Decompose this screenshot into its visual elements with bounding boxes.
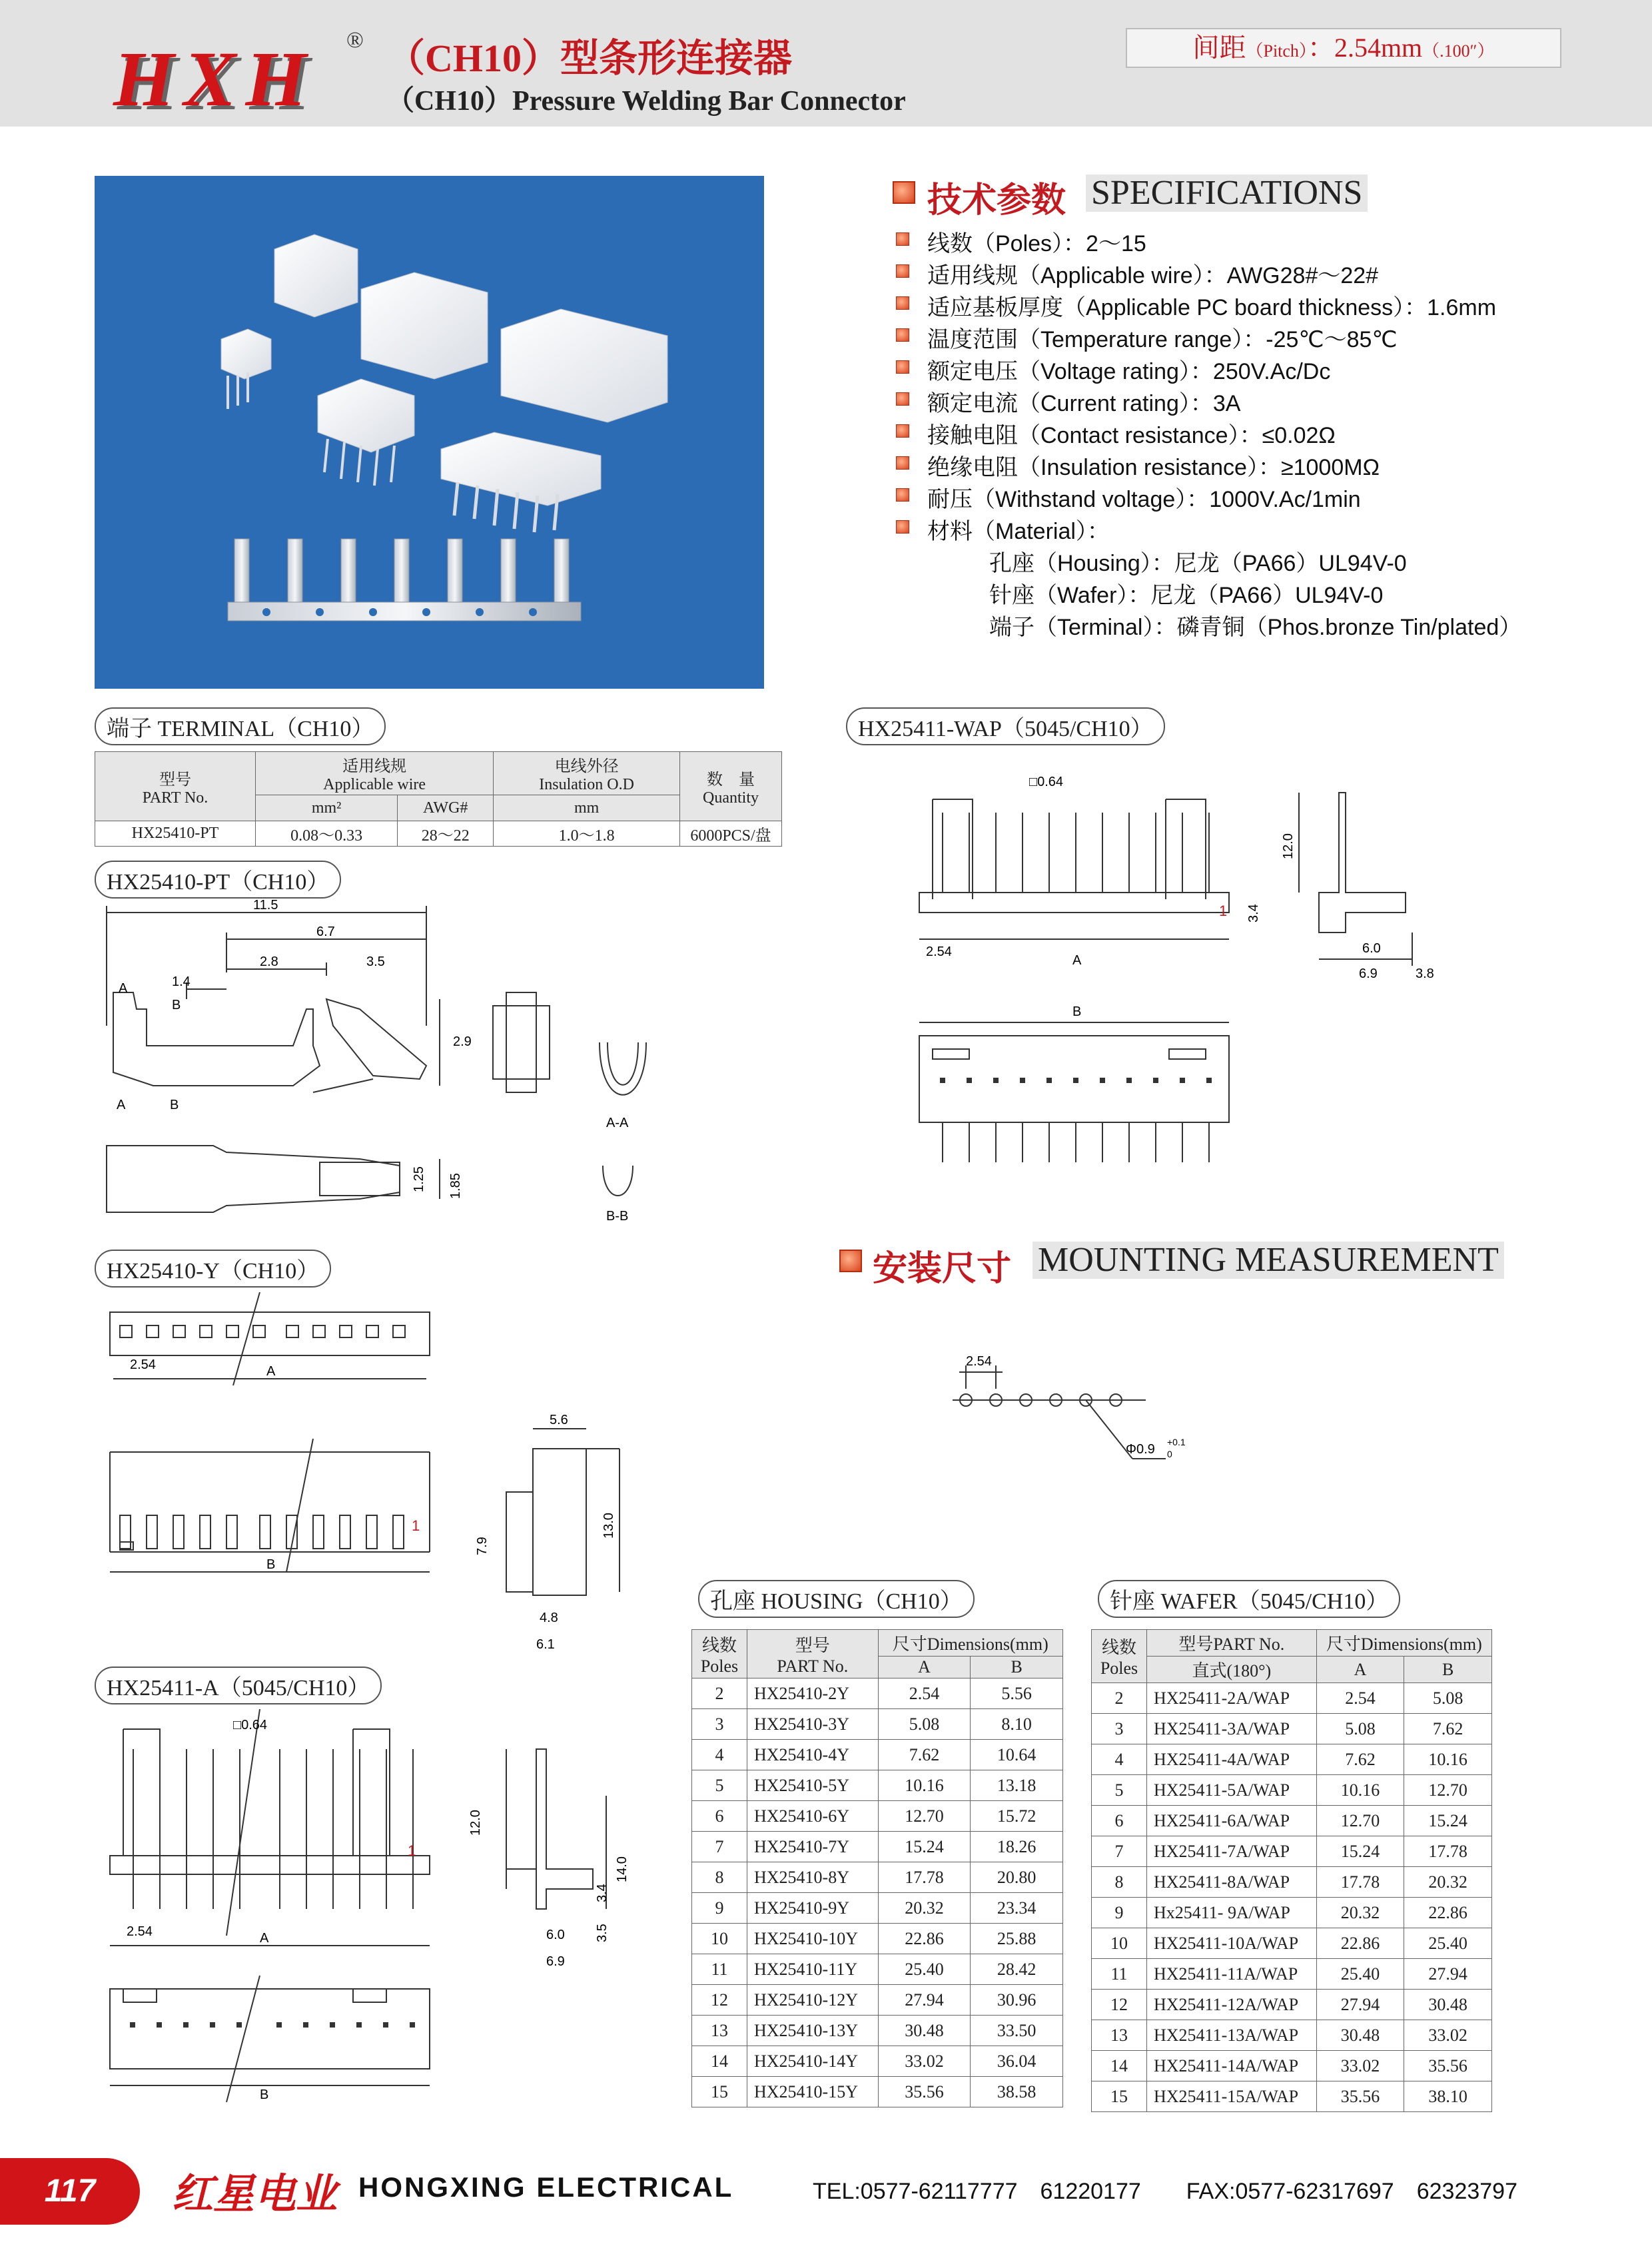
table-cell: 7.62 — [1316, 1744, 1404, 1775]
table-cell: 33.50 — [971, 2016, 1063, 2046]
pt-dim-8: 1.85 — [448, 1173, 463, 1199]
mount-pitch: 2.54 — [966, 1354, 992, 1369]
table-cell: 9 — [692, 1893, 747, 1924]
table-cell: 17.78 — [1404, 1836, 1492, 1867]
table-cell: 3 — [1092, 1714, 1147, 1744]
spec-line: 耐压（Withstand voltage）：1000V.Ac/1min — [927, 487, 1361, 512]
product-photo — [95, 176, 764, 689]
table-cell: HX25411-14A/WAP — [1147, 2051, 1317, 2081]
table-cell: 14 — [1092, 2051, 1147, 2081]
table-cell: 3 — [692, 1709, 747, 1740]
th-b: B — [971, 1657, 1063, 1679]
spec-bullet-icon — [896, 424, 909, 438]
mount-tol-minus: 0 — [1167, 1449, 1172, 1459]
a-sq: □0.64 — [233, 1718, 268, 1732]
wap-dim-5: 3.8 — [1416, 966, 1434, 981]
table-cell: 13 — [692, 2016, 747, 2046]
y-pin1: 1 — [412, 1517, 420, 1534]
table-row — [692, 1985, 1063, 2016]
table-cell: HX25411-12A/WAP — [1147, 1990, 1317, 2020]
table-row — [1092, 1744, 1492, 1775]
contact-info: TEL:0577-62117777 61220177 FAX:0577-62317697 62323797 — [813, 2179, 1517, 2204]
spec-line: 材料（Material）： — [927, 519, 1110, 544]
a-dim-4: 3.5 — [595, 1924, 610, 1942]
a-pin1: 1 — [408, 1842, 416, 1859]
spec-line: 额定电流（Current rating）：3A — [927, 391, 1241, 416]
table-row — [1092, 2081, 1492, 2112]
th-a: A — [1316, 1657, 1404, 1683]
table-row — [1092, 1775, 1492, 1806]
pt-dim-2: 6.7 — [316, 925, 335, 939]
y-label: HX25410-Y（CH10） — [95, 1250, 331, 1288]
table-cell: 15 — [692, 2077, 747, 2107]
a-label: HX25411-A（5045/CH10） — [95, 1667, 382, 1704]
pitch-inch: （.100″） — [1422, 41, 1495, 61]
table-row — [692, 1801, 1063, 1832]
spec-line: 额定电压（Voltage rating）：250V.Ac/Dc — [927, 359, 1331, 384]
wap-pin1: 1 — [1219, 903, 1228, 919]
pt-dim-6: 2.9 — [453, 1034, 472, 1049]
table-cell: HX25410-8Y — [747, 1862, 879, 1893]
table-cell: 33.02 — [878, 2046, 971, 2077]
table-cell: 12.70 — [878, 1801, 971, 1832]
table-cell: 35.56 — [1404, 2051, 1492, 2081]
pt-section-b2: B — [170, 1098, 179, 1112]
wafer-label: 针座 WAFER（5045/CH10） — [1098, 1580, 1400, 1618]
table-cell: 35.56 — [878, 2077, 971, 2107]
table-cell: 11 — [692, 1954, 747, 1985]
table-cell: HX25411-5A/WAP — [1147, 1775, 1317, 1806]
spec-line: 适用线规（Applicable wire）：AWG28#～22# — [927, 263, 1379, 288]
table-cell: HX25410-13Y — [747, 2016, 879, 2046]
cell-mm2: 0.08～0.33 — [256, 821, 398, 847]
th-qty-en: Quantity — [703, 789, 759, 807]
wap-pitch: 2.54 — [926, 944, 952, 959]
th-mm: mm — [494, 795, 680, 821]
table-cell: HX25410-5Y — [747, 1770, 879, 1801]
cell-part: HX25410-PT — [95, 821, 256, 847]
table-cell: HX25411-8A/WAP — [1147, 1867, 1317, 1898]
table-cell: HX25410-11Y — [747, 1954, 879, 1985]
table-row — [692, 1679, 1063, 1709]
specs-heading-cn: 技术参数 — [927, 182, 1066, 220]
pt-section-a: A — [119, 981, 128, 996]
spec-bullet-icon — [896, 520, 909, 534]
table-cell: 10 — [1092, 1928, 1147, 1959]
table-cell: 38.10 — [1404, 2081, 1492, 2112]
table-cell: 15.72 — [971, 1801, 1063, 1832]
pitch-cn: 间距 — [1192, 33, 1246, 63]
mounting-drawing — [946, 1339, 1212, 1472]
brand-name-cn: 红星电业 — [172, 2172, 338, 2217]
spec-bullet-icon — [896, 232, 909, 246]
spec-line: 适应基板厚度（Applicable PC board thickness）：1.6mm — [927, 295, 1497, 320]
table-cell: 28.42 — [971, 1954, 1063, 1985]
pt-dim-4: 3.5 — [366, 954, 385, 969]
table-row — [692, 1740, 1063, 1770]
table-cell: 5.08 — [1316, 1714, 1404, 1744]
spec-material-line: 端子（Terminal）：磷青铜（Phos.bronze Tin/plated） — [989, 615, 1522, 640]
table-cell: 13 — [1092, 2020, 1147, 2051]
table-row — [1092, 2020, 1492, 2051]
a-dim-1: 12.0 — [468, 1810, 483, 1836]
cell-od: 1.0～1.8 — [494, 821, 680, 847]
brand-name-en: HONGXING ELECTRICAL — [358, 2171, 734, 2203]
th-wire-en: Applicable wire — [323, 776, 426, 793]
table-cell: HX25410-12Y — [747, 1985, 879, 2016]
table-cell: 5.08 — [1404, 1683, 1492, 1714]
cell-qty: 6000PCS/盘 — [680, 821, 782, 847]
table-cell: 5.56 — [971, 1679, 1063, 1709]
table-cell: 7.62 — [1404, 1714, 1492, 1744]
pitch-colon: ： — [1307, 33, 1334, 63]
table-row — [692, 1770, 1063, 1801]
page-title-cn: （CH10）型条形连接器 — [386, 37, 793, 80]
th-poles-cn: 线数 — [701, 1635, 737, 1655]
table-cell: 2 — [1092, 1683, 1147, 1714]
table-cell: HX25410-4Y — [747, 1740, 879, 1770]
pt-drawing — [93, 893, 693, 1239]
table-row — [1092, 2051, 1492, 2081]
spec-material-line: 孔座（Housing）：尼龙（PA66）UL94V-0 — [989, 551, 1407, 576]
th-a: A — [878, 1657, 971, 1679]
table-cell: 33.02 — [1316, 2051, 1404, 2081]
y-dim-a: A — [266, 1364, 276, 1379]
table-cell: 17.78 — [1316, 1867, 1404, 1898]
table-cell: 22.86 — [1404, 1898, 1492, 1928]
table-cell: 10.64 — [971, 1740, 1063, 1770]
table-cell: 10 — [692, 1924, 747, 1954]
table-row — [95, 821, 782, 847]
table-row — [692, 1862, 1063, 1893]
table-cell: 13.18 — [971, 1770, 1063, 1801]
table-cell: 35.56 — [1316, 2081, 1404, 2112]
th-poles-cn: 线数 — [1101, 1638, 1136, 1657]
th-mm2: mm² — [256, 795, 398, 821]
table-row — [1092, 1867, 1492, 1898]
table-cell: 12 — [692, 1985, 747, 2016]
y-pitch: 2.54 — [130, 1357, 156, 1372]
table-cell: 4 — [1092, 1744, 1147, 1775]
table-row — [692, 1924, 1063, 1954]
table-cell: 17.78 — [878, 1862, 971, 1893]
wap-label: HX25411-WAP（5045/CH10） — [846, 707, 1165, 745]
spec-line: 线数（Poles）：2～15 — [927, 231, 1146, 256]
section-bullet-icon — [893, 181, 915, 204]
th-dim: 尺寸Dimensions(mm) — [1316, 1630, 1491, 1657]
table-cell: HX25411-15A/WAP — [1147, 2081, 1317, 2112]
spec-bullet-icon — [896, 456, 909, 470]
table-cell: HX25411-13A/WAP — [1147, 2020, 1317, 2051]
table-cell: 6 — [1092, 1806, 1147, 1836]
table-row — [1092, 1806, 1492, 1836]
table-cell: HX25410-6Y — [747, 1801, 879, 1832]
y-drawing — [93, 1292, 646, 1665]
table-cell: 10.16 — [878, 1770, 971, 1801]
pitch-box — [1126, 28, 1561, 68]
mounting-heading-en: MOUNTING MEASUREMENT — [1032, 1242, 1504, 1279]
table-cell: 30.48 — [1404, 1990, 1492, 2020]
table-cell: 25.40 — [1404, 1928, 1492, 1959]
cell-awg: 28～22 — [398, 821, 494, 847]
table-cell: HX25410-3Y — [747, 1709, 879, 1740]
a-pitch: 2.54 — [127, 1924, 153, 1939]
pt-section-b: B — [172, 998, 181, 1012]
table-cell: 30.48 — [1316, 2020, 1404, 2051]
page-number: 117 — [0, 2158, 140, 2225]
th-od-cn: 电线外径 — [554, 758, 619, 775]
wafer-table — [1091, 1629, 1492, 2112]
y-dim-1: 5.6 — [550, 1413, 568, 1427]
wap-dim-b: B — [1072, 1004, 1082, 1019]
table-cell: 15 — [1092, 2081, 1147, 2112]
housing-label: 孔座 HOUSING（CH10） — [698, 1580, 975, 1618]
table-cell: HX25410-15Y — [747, 2077, 879, 2107]
table-cell: HX25411-4A/WAP — [1147, 1744, 1317, 1775]
a-dim-b: B — [260, 2087, 269, 2102]
table-cell: 7 — [692, 1832, 747, 1862]
table-cell: 2 — [692, 1679, 747, 1709]
y-dim-5: 6.1 — [536, 1637, 555, 1652]
spec-line: 绝缘电阻（Insulation resistance）：≥1000MΩ — [927, 455, 1380, 480]
y-dim-b: B — [266, 1557, 276, 1572]
table-cell: 22.86 — [1316, 1928, 1404, 1959]
table-cell: 20.32 — [878, 1893, 971, 1924]
pitch-label: （Pitch） — [1246, 41, 1308, 61]
spec-bullet-icon — [896, 328, 909, 342]
table-row — [692, 1709, 1063, 1740]
table-cell: 12.70 — [1316, 1806, 1404, 1836]
table-row — [1092, 1714, 1492, 1744]
table-cell: 15.24 — [878, 1832, 971, 1862]
section-bb: B-B — [606, 1209, 629, 1224]
table-cell: 14 — [692, 2046, 747, 2077]
table-cell: 8 — [1092, 1867, 1147, 1898]
table-cell: 7.62 — [878, 1740, 971, 1770]
th-part-cn: 型号 — [795, 1635, 830, 1655]
wap-dim-2: 3.4 — [1246, 904, 1261, 923]
table-cell: HX25411-11A/WAP — [1147, 1959, 1317, 1990]
th-awg: AWG# — [398, 795, 494, 821]
a-dim-a: A — [260, 1931, 269, 1946]
table-cell: 12.70 — [1404, 1775, 1492, 1806]
table-cell: 30.48 — [878, 2016, 971, 2046]
table-cell: HX25411-10A/WAP — [1147, 1928, 1317, 1959]
y-dim-3: 13.0 — [602, 1513, 616, 1539]
pt-label: HX25410-PT（CH10） — [95, 861, 341, 899]
table-cell: 27.94 — [878, 1985, 971, 2016]
a-dim-3: 3.4 — [595, 1884, 610, 1902]
table-cell: 6 — [692, 1801, 747, 1832]
th-qty-cn: 数 量 — [707, 771, 755, 789]
th-b: B — [1404, 1657, 1492, 1683]
a-dim-2: 14.0 — [615, 1856, 629, 1882]
table-row — [692, 2077, 1063, 2107]
th-part-en: PART No. — [142, 789, 208, 807]
table-cell: 25.40 — [1316, 1959, 1404, 1990]
table-cell: HX25411-6A/WAP — [1147, 1806, 1317, 1836]
table-cell: HX25410-14Y — [747, 2046, 879, 2077]
table-cell: 36.04 — [971, 2046, 1063, 2077]
wap-sq: □0.64 — [1029, 775, 1064, 789]
table-cell: 5 — [692, 1770, 747, 1801]
table-cell: 7 — [1092, 1836, 1147, 1867]
table-cell: 15.24 — [1404, 1806, 1492, 1836]
table-row — [692, 1954, 1063, 1985]
mount-hole: Φ0.9 — [1126, 1442, 1155, 1457]
table-cell: 30.96 — [971, 1985, 1063, 2016]
table-cell: 10.16 — [1316, 1775, 1404, 1806]
table-cell: 25.40 — [878, 1954, 971, 1985]
y-dim-4: 4.8 — [540, 1611, 558, 1625]
specs-heading-en: SPECIFICATIONS — [1086, 175, 1368, 212]
table-row — [1092, 1836, 1492, 1867]
table-row — [1092, 1683, 1492, 1714]
table-row — [1092, 1928, 1492, 1959]
table-cell: HX25410-2Y — [747, 1679, 879, 1709]
table-row — [1092, 1898, 1492, 1928]
table-row — [692, 1832, 1063, 1862]
spec-bullet-icon — [896, 392, 909, 406]
table-cell: 20.32 — [1404, 1867, 1492, 1898]
table-cell: HX25411-3A/WAP — [1147, 1714, 1317, 1744]
spec-bullet-icon — [896, 488, 909, 502]
table-cell: 11 — [1092, 1959, 1147, 1990]
table-cell: HX25410-7Y — [747, 1832, 879, 1862]
table-cell: 27.94 — [1316, 1990, 1404, 2020]
table-row — [692, 2016, 1063, 2046]
wap-dim-3: 6.0 — [1362, 941, 1381, 956]
th-part-en: PART No. — [777, 1656, 849, 1676]
table-cell: 8 — [692, 1862, 747, 1893]
table-cell: HX25411-7A/WAP — [1147, 1836, 1317, 1867]
table-cell: 33.02 — [1404, 2020, 1492, 2051]
section-bullet-icon — [839, 1250, 862, 1272]
housing-table — [691, 1629, 1063, 2107]
table-row — [1092, 1959, 1492, 1990]
table-cell: 9 — [1092, 1898, 1147, 1928]
table-cell: 20.32 — [1316, 1898, 1404, 1928]
a-dim-6: 6.9 — [546, 1954, 565, 1969]
y-dim-2: 7.9 — [475, 1537, 490, 1555]
pt-dim-1: 11.5 — [253, 898, 278, 913]
th-poles-en: Poles — [700, 1656, 739, 1676]
pt-dim-5: 1.4 — [172, 974, 191, 989]
table-cell: 12 — [1092, 1990, 1147, 2020]
table-cell: HX25410-10Y — [747, 1924, 879, 1954]
table-cell: 38.58 — [971, 2077, 1063, 2107]
table-cell: HX25411-2A/WAP — [1147, 1683, 1317, 1714]
page-title-en: （CH10）Pressure Welding Bar Connector — [386, 86, 906, 117]
table-cell: 5.08 — [878, 1709, 971, 1740]
th-part-cn: 型号 — [159, 771, 191, 789]
wap-dim-a: A — [1072, 953, 1082, 968]
table-cell: 27.94 — [1404, 1959, 1492, 1990]
pt-dim-3: 2.8 — [260, 954, 278, 969]
table-row — [692, 1893, 1063, 1924]
wap-dim-4: 6.9 — [1359, 966, 1378, 981]
spec-line: 温度范围（Temperature range）：-25℃～85℃ — [927, 327, 1398, 352]
table-row — [692, 2046, 1063, 2077]
table-cell: 2.54 — [878, 1679, 971, 1709]
th-wire-cn: 适用线规 — [342, 758, 407, 775]
table-cell: 18.26 — [971, 1832, 1063, 1862]
table-cell: Hx25411- 9A/WAP — [1147, 1898, 1317, 1928]
spec-bullet-icon — [896, 296, 909, 310]
spec-material-line: 针座（Wafer）：尼龙（PA66）UL94V-0 — [989, 583, 1384, 608]
table-cell: 2.54 — [1316, 1683, 1404, 1714]
a-dim-5: 6.0 — [546, 1928, 565, 1942]
spec-line: 接触电阻（Contact resistance）：≤0.02Ω — [927, 423, 1336, 448]
th-part: 型号PART No. — [1147, 1630, 1317, 1657]
table-cell: HX25410-9Y — [747, 1893, 879, 1924]
table-cell: 22.86 — [878, 1924, 971, 1954]
pt-section-a2: A — [117, 1098, 126, 1112]
wap-dim-1: 12.0 — [1281, 833, 1296, 859]
hxh-logo: HXH — [113, 35, 316, 123]
pt-dim-7: 1.25 — [412, 1166, 426, 1192]
terminal-label: 端子 TERMINAL（CH10） — [95, 707, 386, 745]
th-od-en: Insulation O.D — [539, 776, 634, 793]
th-dim: 尺寸Dimensions(mm) — [878, 1630, 1062, 1657]
th-part-sub: 直式(180°) — [1147, 1657, 1317, 1683]
table-row — [1092, 1990, 1492, 2020]
table-cell: 4 — [692, 1740, 747, 1770]
terminal-table — [95, 751, 782, 847]
th-poles-en: Poles — [1100, 1659, 1138, 1678]
section-aa: A-A — [606, 1116, 629, 1130]
spec-bullet-icon — [896, 360, 909, 374]
mounting-heading-cn: 安装尺寸 — [873, 1250, 1012, 1288]
pitch-value: 2.54mm — [1334, 33, 1423, 63]
wap-drawing — [906, 766, 1505, 1179]
table-cell: 20.80 — [971, 1862, 1063, 1893]
table-cell: 15.24 — [1316, 1836, 1404, 1867]
table-cell: 25.88 — [971, 1924, 1063, 1954]
table-cell: 5 — [1092, 1775, 1147, 1806]
a-drawing — [93, 1709, 673, 2142]
table-cell: 8.10 — [971, 1709, 1063, 1740]
registered-mark: ® — [346, 28, 364, 53]
table-cell: 10.16 — [1404, 1744, 1492, 1775]
mount-tol-plus: +0.1 — [1167, 1437, 1186, 1447]
spec-bullet-icon — [896, 264, 909, 278]
table-cell: 23.34 — [971, 1893, 1063, 1924]
